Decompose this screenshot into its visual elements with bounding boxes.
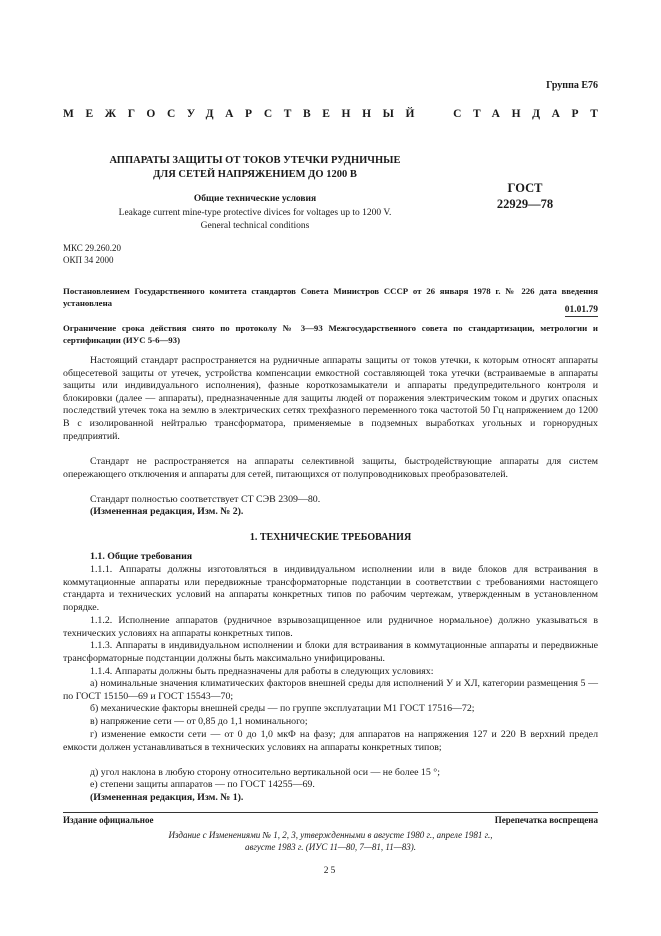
clause-item-v: в) напряжение сети — от 0,85 до 1,1 номинального; xyxy=(90,716,308,727)
footnote-line-2: августе 1983 г. (ИУС 11—80, 7—81, 11—83). xyxy=(244,842,417,852)
mks-code: МКС 29.260.20 xyxy=(63,243,122,253)
standard-banner xyxy=(63,106,610,122)
document-title xyxy=(60,154,450,182)
intro-paragraph-3: Стандарт полностью соответствует СТ СЭВ 2309—80. xyxy=(90,494,321,505)
clause-item-g: г) изменение емкости сети — от 0 до 1,0 мкФ на фазу; для аппаратов на напряжения 127 и 220 В верхний предел емкости должен устанавливаться в технических условиях на аппараты конкретных типов; xyxy=(63,729,598,753)
classification-group: Группа Е76 xyxy=(546,80,598,91)
document-subtitle: Общие технические условия xyxy=(193,194,317,204)
title-line-1: АППАРАТЫ ЗАЩИТЫ ОТ ТОКОВ УТЕЧКИ РУДНИЧНЫЕ xyxy=(109,155,401,166)
intro-paragraph-2: Стандарт не распространяется на аппараты селективной защиты, быстродействующие аппараты для систем опережающего отключения и аппараты для сетей, питающихся от полупроводниковых преобразователей. xyxy=(63,456,598,480)
restriction-text: Ограничение срока действия снято по протоколу № 3—93 Межгосударственного совета по стандартизации, метрологии и сертификации (ИУС 5-6—93) xyxy=(63,323,598,345)
gost-designation xyxy=(470,180,580,212)
section-amendment: (Измененная редакция, Изм. № 1). xyxy=(90,792,244,803)
intro-amendment: (Измененная редакция, Изм. № 2). xyxy=(90,506,244,517)
clause-item-d: д) угол наклона в любую сторону относительно вертикальной оси — не более 15 °; xyxy=(90,767,440,778)
gost-number: 22929—78 xyxy=(496,197,554,211)
banner-right: СТАНДАРТ xyxy=(453,108,610,120)
decree-text: Постановлением Государственного комитета стандартов Совета Министров СССР от 26 января 1978 г. № 226 дата введения установлена xyxy=(63,286,598,308)
okp-code: ОКП 34 2000 xyxy=(63,254,114,265)
clause-item-e: е) степени защиты аппаратов — по ГОСТ 14255—69. xyxy=(90,779,315,790)
classification-codes xyxy=(63,243,121,266)
footer-divider xyxy=(63,812,598,813)
english-title xyxy=(60,207,450,232)
banner-left: МЕЖГОСУДАРСТВЕННЫЙ xyxy=(63,108,427,120)
clause-item-a: а) номинальные значения климатических факторов внешней среды для исполнений У и ХЛ, категории размещения 5 — по ГОСТ 15150—69 и ГОСТ 15543—70; xyxy=(63,678,598,702)
clause-item-b: б) механические факторы внешней среды — по группе эксплуатации М1 ГОСТ 17516—72; xyxy=(90,703,475,714)
english-title-line-2: General technical conditions xyxy=(200,220,310,231)
english-title-line-1: Leakage current mine-type protective divices for voltages up to 1200 V. xyxy=(118,208,392,218)
clause-1-1-3: 1.1.3. Аппараты в индивидуальном исполнении и блоки для встраивания в коммутационные аппараты и передвижные трансформаторные подстанции должны быть максимально унифицированы. xyxy=(63,640,598,664)
amendments-footnote xyxy=(63,829,598,853)
title-line-2: ДЛЯ СЕТЕЙ НАПРЯЖЕНИЕМ ДО 1200 В xyxy=(153,169,357,180)
clause-1-1-4: 1.1.4. Аппараты должны быть предназначены для работы в следующих условиях: xyxy=(90,666,434,677)
clause-1-1-1: 1.1.1. Аппараты должны изготовляться в индивидуальном исполнении или в виде блоков для встраивания в коммутационные аппараты или передвижные трансформаторные подстанции в соответствии с требованиями настоящего стандарта и технических условий на аппараты конкретных типов по рабочим чертежам, утвержденным в установленном порядке. xyxy=(63,564,598,613)
clause-1-1-2: 1.1.2. Исполнение аппаратов (рудничное взрывозащищенное или рудничное нормальное) должно указываться в технических условиях на аппараты конкретных типов. xyxy=(63,615,598,639)
subsection-heading: 1.1. Общие требования xyxy=(90,551,193,562)
section-heading: 1. ТЕХНИЧЕСКИЕ ТРЕБОВАНИЯ xyxy=(249,532,412,543)
gost-label: ГОСТ xyxy=(507,181,543,195)
official-edition-label: Издание официальное xyxy=(63,815,154,825)
intro-paragraph-1: Настоящий стандарт распространяется на рудничные аппараты защиты от токов утечки, к которым относят аппараты общесетевой защиты от утечек, устройства компенсации емкостной составляющей тока утечки (встраиваемые в аппараты защиты или индивидуального исполнения), фазные короткозамыкатели и аппараты предупредительного контроля и блокировки (далее — аппараты), предназначенные для защиты людей от поражения электрическим током и других опасных последствий утечек тока на землю в электрических сетях трехфазного переменного тока частотой 50 Гц напряжением до 1200 В с изолированной нейтралью трансформатора, применяемые в подземных выработках угольных и горнорудных предприятий. xyxy=(63,355,598,442)
introduction-date: 01.01.79 xyxy=(564,305,598,315)
page-number: 25 xyxy=(323,866,338,876)
reprint-prohibited-label: Перепечатка воспрещена xyxy=(494,815,598,825)
footnote-line-1: Издание с Изменениями № 1, 2, 3, утвержденными в августе 1980 г., апреле 1981 г., xyxy=(168,830,493,840)
